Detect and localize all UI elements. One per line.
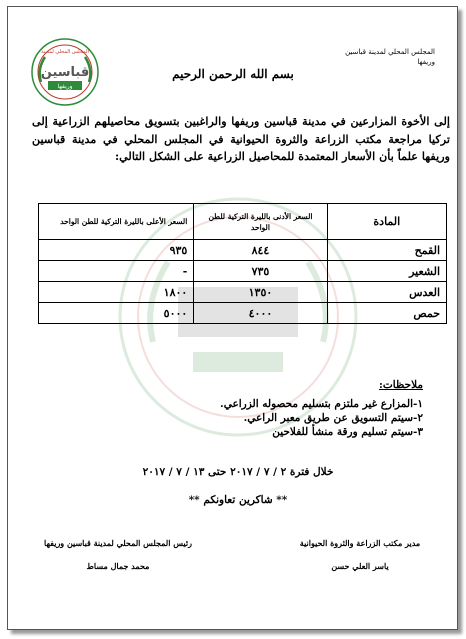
- signatory-role: مدير مكتب الزراعة والثروة الحيوانية: [299, 538, 421, 548]
- min-price: ٤٠٠٠: [194, 303, 327, 324]
- logo-text-top: المجلس المحلي لمدينة: [41, 49, 89, 55]
- basmala: بسم الله الرحمن الرحيم: [172, 67, 294, 81]
- min-price: ٧٣٥: [194, 261, 327, 282]
- min-price: ٨٤٤: [194, 240, 327, 261]
- signatory-name: ياسر العلي حسن: [331, 561, 389, 571]
- note-item: ٣-سيتم تسليم ورقة منشأ للفلاحين: [272, 426, 423, 438]
- council-logo-icon: [30, 37, 100, 107]
- max-price: ٩٣٥: [39, 240, 194, 261]
- table-header-row: [39, 204, 447, 240]
- table-row: [39, 240, 447, 261]
- min-price: ١٣٥٠: [194, 282, 327, 303]
- item-name: القمح: [327, 240, 446, 261]
- org-name-line1: المجلس المحلي لمدينة قباسين: [345, 48, 435, 56]
- note-item: ٢-سيتم التسويق عن طريق معبر الراعي.: [243, 412, 423, 424]
- notes-section: [123, 379, 423, 439]
- validity-period: خلال فترة ٢ / ٧ / ٢٠١٧ حتى ١٣ / ٧ / ٢٠١٧: [142, 466, 334, 478]
- max-price: ٥٠٠٠: [39, 303, 194, 324]
- thanks-line: ** شاكرين تعاونكم **: [188, 494, 288, 506]
- table-row: [39, 303, 447, 324]
- document-page: [7, 6, 458, 630]
- max-price: ١٨٠٠: [39, 282, 194, 303]
- prices-table: [38, 203, 447, 324]
- signature-council-head: [33, 538, 203, 571]
- item-name: حمص: [327, 303, 446, 324]
- organization-header: [315, 47, 435, 67]
- table-row: [39, 261, 447, 282]
- max-price: -: [39, 261, 194, 282]
- notes-title: ملاحظات:: [379, 379, 423, 391]
- column-header-item: المادة: [327, 204, 446, 240]
- intro-paragraph: إلى الأخوة المزارعين في مدينة قباسين وريفها والراغبين بتسويق محاصيلهم الزراعية إلى تركيا مراجعة مكتب الزراعة والثروة الحيوانية في المجلس المحلي في مدينة قباسين وريفها علماً بأن الأسعار المعتمدة للمحاصيل الزراعية على الشكل التالي:: [32, 114, 450, 163]
- item-name: العدس: [327, 282, 446, 303]
- org-name-line2: وريفها: [417, 58, 435, 66]
- signatory-name: محمد جمال مساط: [86, 561, 150, 571]
- signatory-role: رئيس المجلس المحلي لمدينة قباسين وريفها: [44, 538, 192, 548]
- signature-agriculture-director: [285, 538, 435, 571]
- logo-text-main: قباسين: [40, 65, 90, 80]
- logo-text-sub: وريفها: [57, 83, 73, 90]
- item-name: الشعير: [327, 261, 446, 282]
- table-row: [39, 282, 447, 303]
- note-item: ١-المزارع غير ملتزم بتسليم محصوله الزراعي.: [220, 398, 423, 410]
- column-header-min-price: السعر الأدنى بالليرة التركية للطن الواحد: [194, 204, 327, 240]
- column-header-max-price: السعر الأعلى بالليرة التركية للطن الواحد: [39, 204, 194, 240]
